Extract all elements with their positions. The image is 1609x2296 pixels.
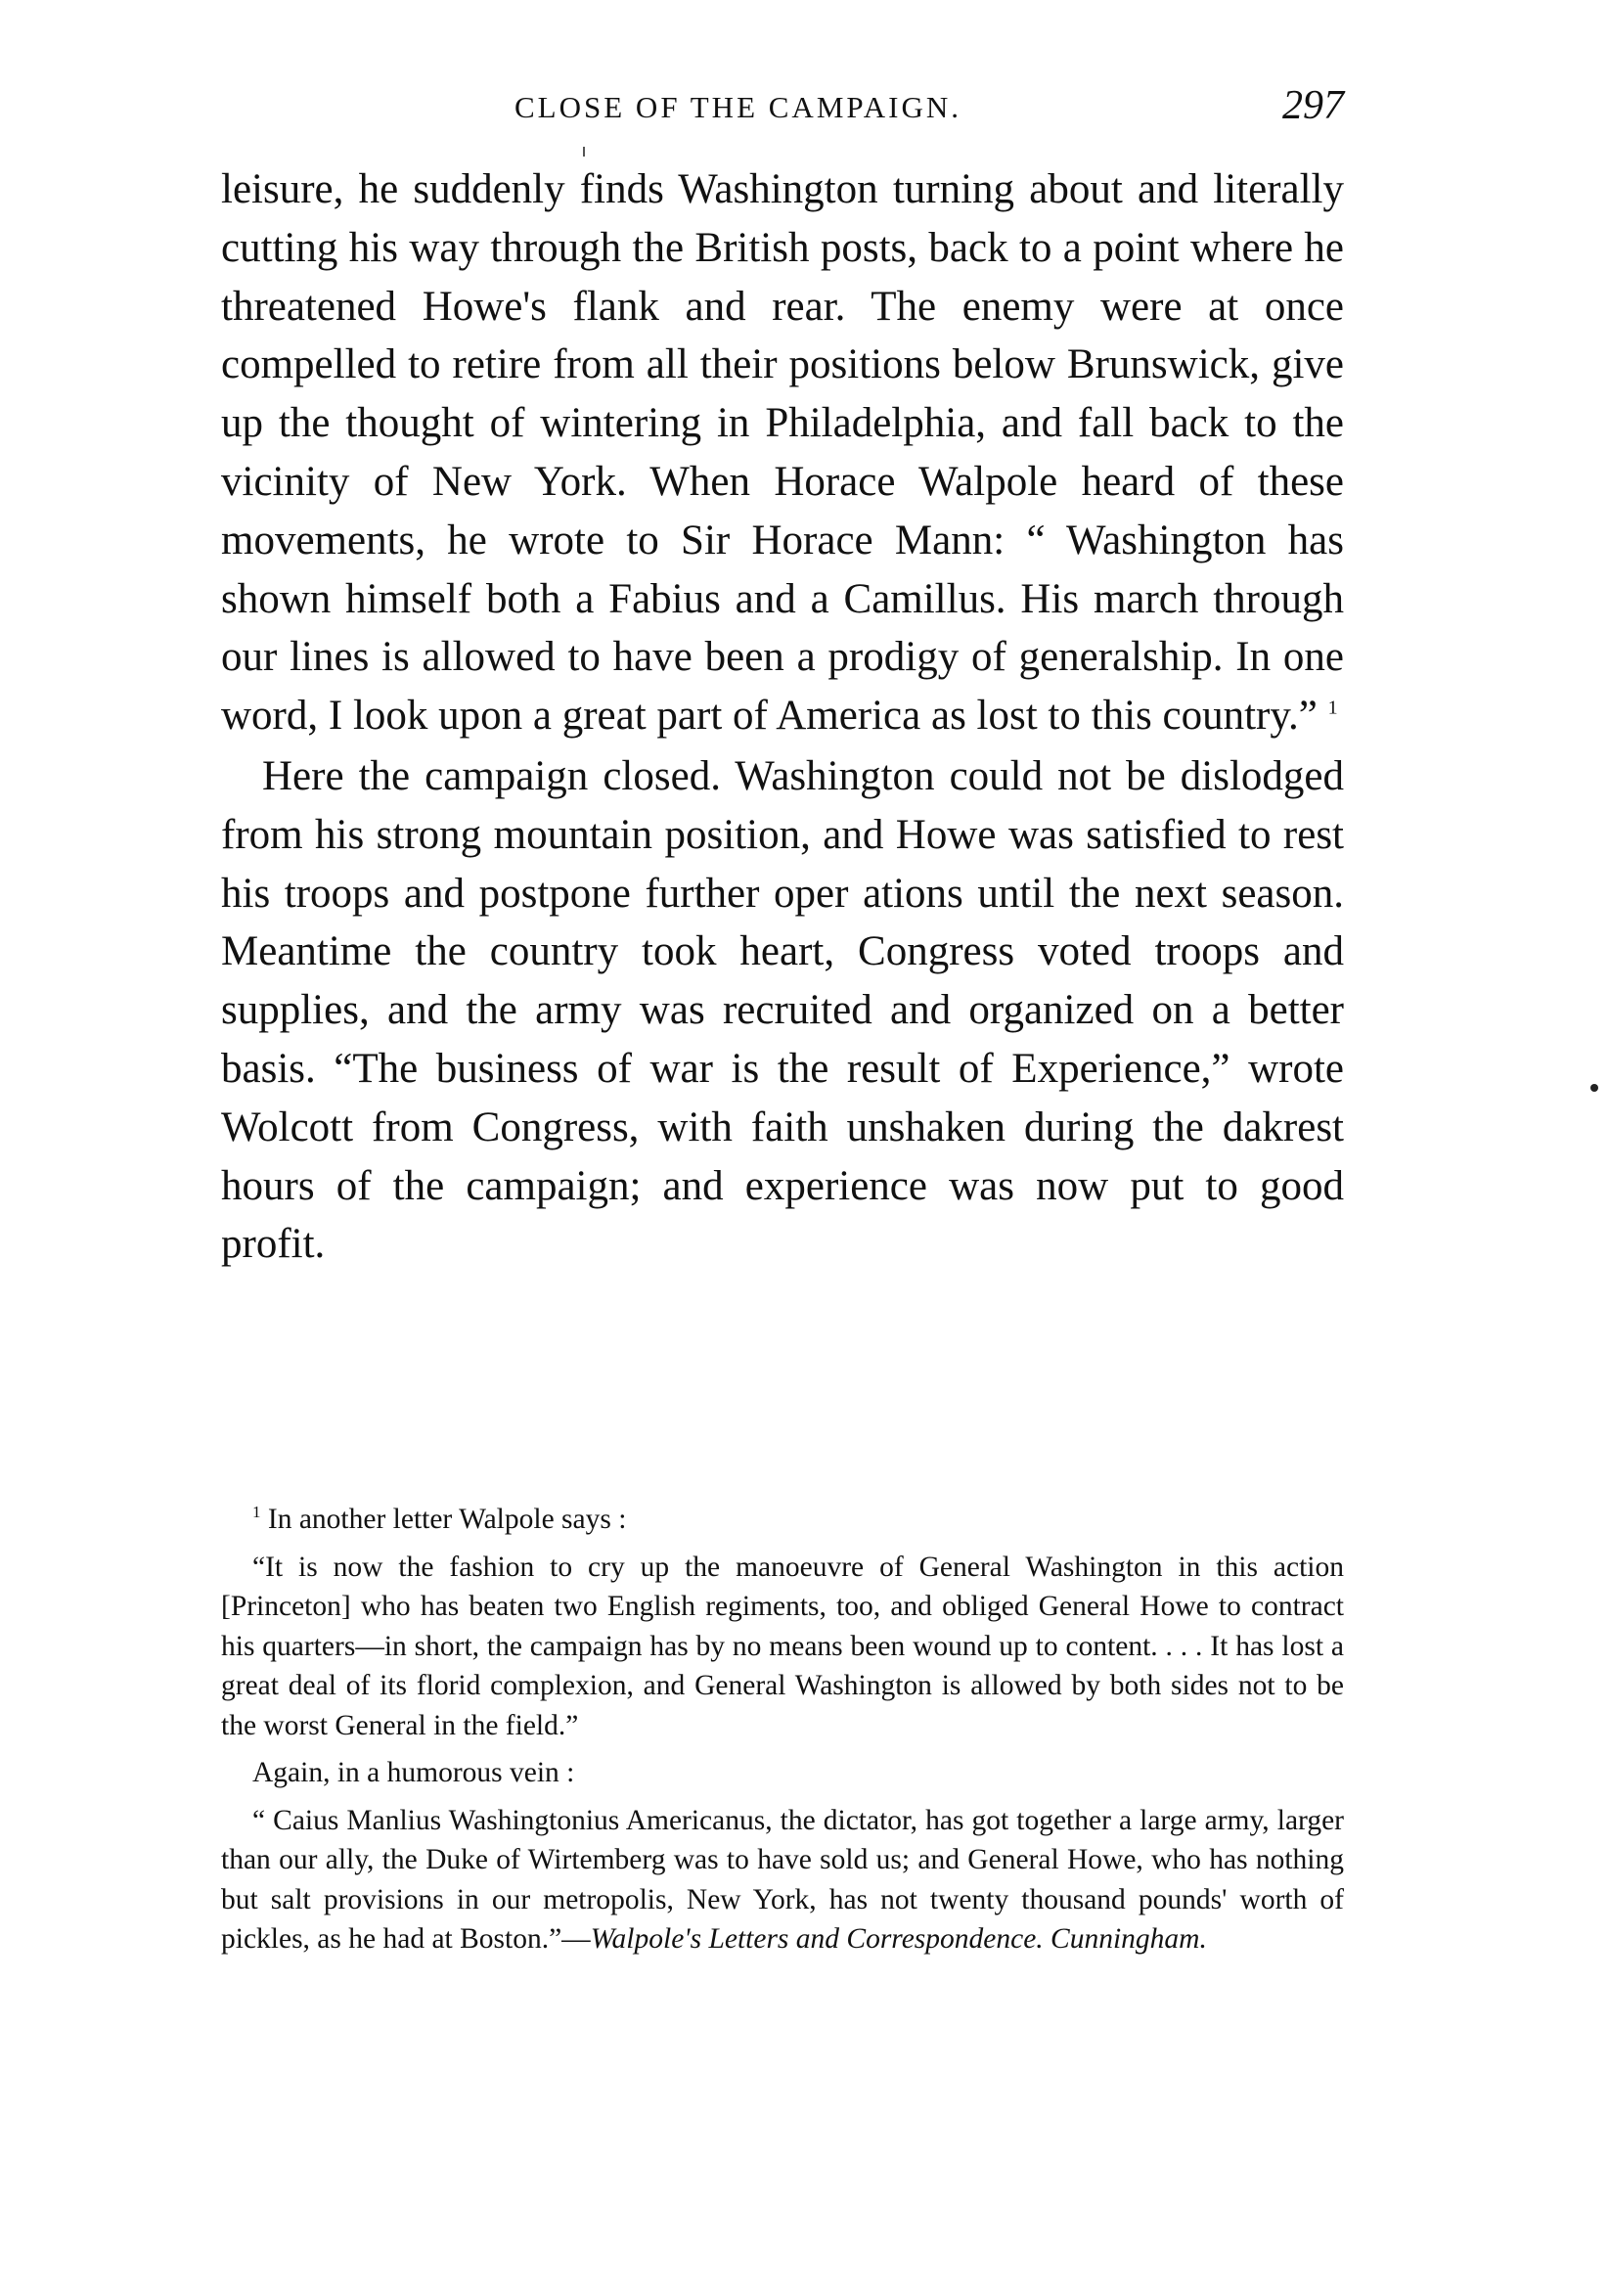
footnote-marker: 1 <box>252 1503 261 1522</box>
paragraph-text: leisure, he suddenly finds Washington turning about and literally cutting his way through the British posts, back to a point where he threatened Howe's flank and rear. The enemy were at once compelled to retire from all their positions below Brunswick, give up the thought of wintering in Philadelphia, and fall back to the vicinity of New York. When Horace Walpole heard of these movements, he wrote to Sir Horace Mann: “ Washington has shown himself both a Fabius and a Camillus. His march through our lines is allowed to have been a prodigy of generalship. In one word, I look upon a great part of America as lost to this country.” <box>221 166 1344 740</box>
footnote-quote-text: “ Caius Manlius Washingtonius Americanus, the dictator, has got together a large army, larger than our ally, the Duke of Wirtemberg was to have sold us; and General Howe, who has nothing but salt provisions in our metropolis, New York, has not twenty thousand pounds' worth of pickles, as he had at Boston.”— <box>221 1804 1344 1955</box>
footnote-quote: “It is now the fashion to cry up the manoeuvre of General Washington in this action [Princeton] who has beaten two English regiments, too, and obliged General Howe to contract his quarters—in short, the campaign has by no means been wound up to content. . . . It has lost a great deal of its florid complexion, and General Washington is allowed by both sides not to be the worst General in the field.” <box>221 1551 1344 1741</box>
page-number: 297 <box>1282 83 1344 128</box>
paragraph <box>221 160 1344 745</box>
footnote-intro-text: In another letter Walpole says : <box>267 1504 627 1535</box>
print-speck <box>1590 1084 1598 1092</box>
source-author: Cunningham. <box>1050 1923 1207 1955</box>
running-head <box>221 82 1344 131</box>
footnote-intro <box>221 1500 1344 1540</box>
source-title: Walpole's Letters and Correspondence. <box>590 1923 1044 1955</box>
footnote-quote <box>221 1801 1344 1959</box>
running-title: CLOSE OF THE CAMPAIGN. <box>514 90 962 124</box>
footnotes <box>221 1500 1344 1959</box>
footnote-reference: 1 <box>1327 697 1338 719</box>
print-mark <box>583 147 585 157</box>
paragraph: Here the campaign closed. Washington could not be dislodged from his strong mountain position, and Howe was satisfied to rest his troops and postpone further oper ations until the next season. Meantime the country took heart, Congress voted troops and supplies, and the army was recruited and organized on a better basis. “The business of war is the result of Experience,” wrote Wolcott from Congress, with faith unshaken during the dakrest hours of the campaign; and experience was now put to good profit. <box>221 752 1344 1268</box>
footnote-intro-second: Again, in a humorous vein : <box>252 1757 575 1788</box>
main-text <box>221 160 1344 1274</box>
